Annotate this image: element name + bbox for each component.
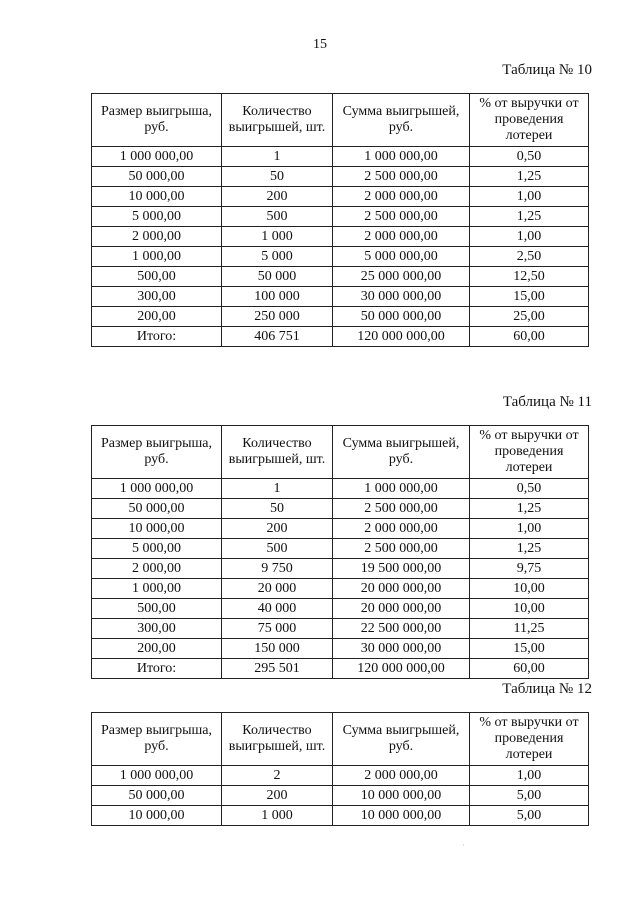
table-row: [92, 287, 589, 307]
table-cell: 250 000: [222, 307, 333, 327]
table-cell: 200,00: [92, 639, 222, 659]
table-cell: 15,00: [470, 287, 589, 307]
table-cell: 2 000 000,00: [333, 766, 470, 786]
table-row: [92, 786, 589, 806]
table-cell: 1,25: [470, 539, 589, 559]
table-cell: 50 000,00: [92, 499, 222, 519]
table-row: [92, 806, 589, 826]
table-row: [92, 579, 589, 599]
table-cell: 1 000 000,00: [92, 147, 222, 167]
table-row: [92, 247, 589, 267]
column-header: % от выручки от проведения лотереи: [470, 426, 589, 479]
total-row: [92, 327, 589, 347]
column-header: Количество выигрышей, шт.: [222, 94, 333, 147]
table-row: [92, 639, 589, 659]
table-cell: 20 000 000,00: [333, 579, 470, 599]
table-cell: 50: [222, 499, 333, 519]
table-cell: 1 000 000,00: [333, 147, 470, 167]
table-cell: 1 000: [222, 806, 333, 826]
page-number: 15: [313, 37, 327, 52]
column-header: Сумма выигрышей, руб.: [333, 426, 470, 479]
table-cell: 150 000: [222, 639, 333, 659]
table-cell: 40 000: [222, 599, 333, 619]
table-cell: 1,25: [470, 207, 589, 227]
table-row: [92, 599, 589, 619]
table-cell: 60,00: [470, 327, 589, 347]
table-cell: 1,00: [470, 766, 589, 786]
table-cell: 2 500 000,00: [333, 167, 470, 187]
table-cell: 2 500 000,00: [333, 539, 470, 559]
table-cell: 10 000 000,00: [333, 806, 470, 826]
table-row: [92, 207, 589, 227]
table-cell: 50: [222, 167, 333, 187]
table-cell: 1 000: [222, 227, 333, 247]
table-cell: 2 000 000,00: [333, 519, 470, 539]
table-cell: 120 000 000,00: [333, 327, 470, 347]
table-cell: 2: [222, 766, 333, 786]
column-header: Сумма выигрышей, руб.: [333, 713, 470, 766]
column-header: Размер выигрыша, руб.: [92, 426, 222, 479]
prize-table-12: [91, 712, 589, 826]
table-cell: 20 000: [222, 579, 333, 599]
table-row: [92, 499, 589, 519]
table-row: [92, 147, 589, 167]
table-cell: 25,00: [470, 307, 589, 327]
table-cell: 10 000 000,00: [333, 786, 470, 806]
table-cell: 10,00: [470, 579, 589, 599]
table-header-row: [92, 426, 589, 479]
table-cell: 1,00: [470, 227, 589, 247]
table-row: [92, 559, 589, 579]
table-cell: Итого:: [92, 659, 222, 679]
table-caption-11: Таблица № 11: [502, 394, 592, 410]
table-cell: 9 750: [222, 559, 333, 579]
table-row: [92, 307, 589, 327]
table-cell: 500: [222, 207, 333, 227]
table-cell: 9,75: [470, 559, 589, 579]
table-header-row: [92, 94, 589, 147]
table-cell: 200: [222, 519, 333, 539]
table-cell: 22 500 000,00: [333, 619, 470, 639]
table-row: [92, 187, 589, 207]
table-caption-10: Таблица № 10: [502, 62, 592, 78]
table-cell: 1 000 000,00: [92, 479, 222, 499]
table-cell: 406 751: [222, 327, 333, 347]
table-cell: 1 000,00: [92, 247, 222, 267]
table-row: [92, 619, 589, 639]
table-cell: 60,00: [470, 659, 589, 679]
column-header: % от выручки от проведения лотереи: [470, 94, 589, 147]
table-cell: 500,00: [92, 267, 222, 287]
table-row: [92, 479, 589, 499]
table-cell: 300,00: [92, 287, 222, 307]
table-cell: 0,50: [470, 479, 589, 499]
table-cell: 10 000,00: [92, 519, 222, 539]
table-cell: 2 000 000,00: [333, 187, 470, 207]
table-cell: 2,50: [470, 247, 589, 267]
table-cell: 30 000 000,00: [333, 287, 470, 307]
prize-table-10: [91, 93, 589, 347]
table-cell: 120 000 000,00: [333, 659, 470, 679]
table-cell: 295 501: [222, 659, 333, 679]
table-cell: 15,00: [470, 639, 589, 659]
table-cell: 1,25: [470, 167, 589, 187]
table-row: [92, 227, 589, 247]
table-cell: 50 000,00: [92, 786, 222, 806]
table-cell: 1: [222, 479, 333, 499]
table-cell: 300,00: [92, 619, 222, 639]
table-cell: Итого:: [92, 327, 222, 347]
table-cell: 5,00: [470, 786, 589, 806]
table-cell: 50 000,00: [92, 167, 222, 187]
table-cell: 200,00: [92, 307, 222, 327]
table-cell: 1,00: [470, 187, 589, 207]
table-cell: 5 000: [222, 247, 333, 267]
table-cell: 2 500 000,00: [333, 207, 470, 227]
table-cell: 12,50: [470, 267, 589, 287]
table-cell: 5 000,00: [92, 207, 222, 227]
column-header: Размер выигрыша, руб.: [92, 713, 222, 766]
column-header: Количество выигрышей, шт.: [222, 713, 333, 766]
table-row: [92, 267, 589, 287]
table-cell: 75 000: [222, 619, 333, 639]
column-header: % от выручки от проведения лотереи: [470, 713, 589, 766]
prize-table-11: [91, 425, 589, 679]
table-cell: 10 000,00: [92, 187, 222, 207]
table-cell: 500,00: [92, 599, 222, 619]
table-cell: 5 000,00: [92, 539, 222, 559]
table-cell: 10 000,00: [92, 806, 222, 826]
table-cell: 100 000: [222, 287, 333, 307]
table-cell: 1,00: [470, 519, 589, 539]
table-cell: 25 000 000,00: [333, 267, 470, 287]
table-cell: 1 000,00: [92, 579, 222, 599]
table-cell: 50 000: [222, 267, 333, 287]
table-cell: 5,00: [470, 806, 589, 826]
column-header: Размер выигрыша, руб.: [92, 94, 222, 147]
table-row: [92, 539, 589, 559]
table-caption-12: Таблица № 12: [502, 681, 592, 697]
table-cell: 1 000 000,00: [92, 766, 222, 786]
table-row: [92, 167, 589, 187]
table-cell: 10,00: [470, 599, 589, 619]
table-cell: 2 000 000,00: [333, 227, 470, 247]
table-cell: 1,25: [470, 499, 589, 519]
table-cell: 500: [222, 539, 333, 559]
table-cell: 30 000 000,00: [333, 639, 470, 659]
table-cell: 11,25: [470, 619, 589, 639]
table-header-row: [92, 713, 589, 766]
table-cell: 1 000 000,00: [333, 479, 470, 499]
table-cell: 50 000 000,00: [333, 307, 470, 327]
column-header: Сумма выигрышей, руб.: [333, 94, 470, 147]
table-cell: 2 000,00: [92, 227, 222, 247]
table-row: [92, 766, 589, 786]
table-row: [92, 519, 589, 539]
table-cell: 20 000 000,00: [333, 599, 470, 619]
column-header: Количество выигрышей, шт.: [222, 426, 333, 479]
table-cell: 200: [222, 786, 333, 806]
table-cell: 19 500 000,00: [333, 559, 470, 579]
total-row: [92, 659, 589, 679]
table-cell: 1: [222, 147, 333, 167]
table-cell: 5 000 000,00: [333, 247, 470, 267]
table-cell: 2 500 000,00: [333, 499, 470, 519]
scan-mark: ·: [462, 840, 465, 850]
table-cell: 0,50: [470, 147, 589, 167]
table-cell: 200: [222, 187, 333, 207]
table-cell: 2 000,00: [92, 559, 222, 579]
